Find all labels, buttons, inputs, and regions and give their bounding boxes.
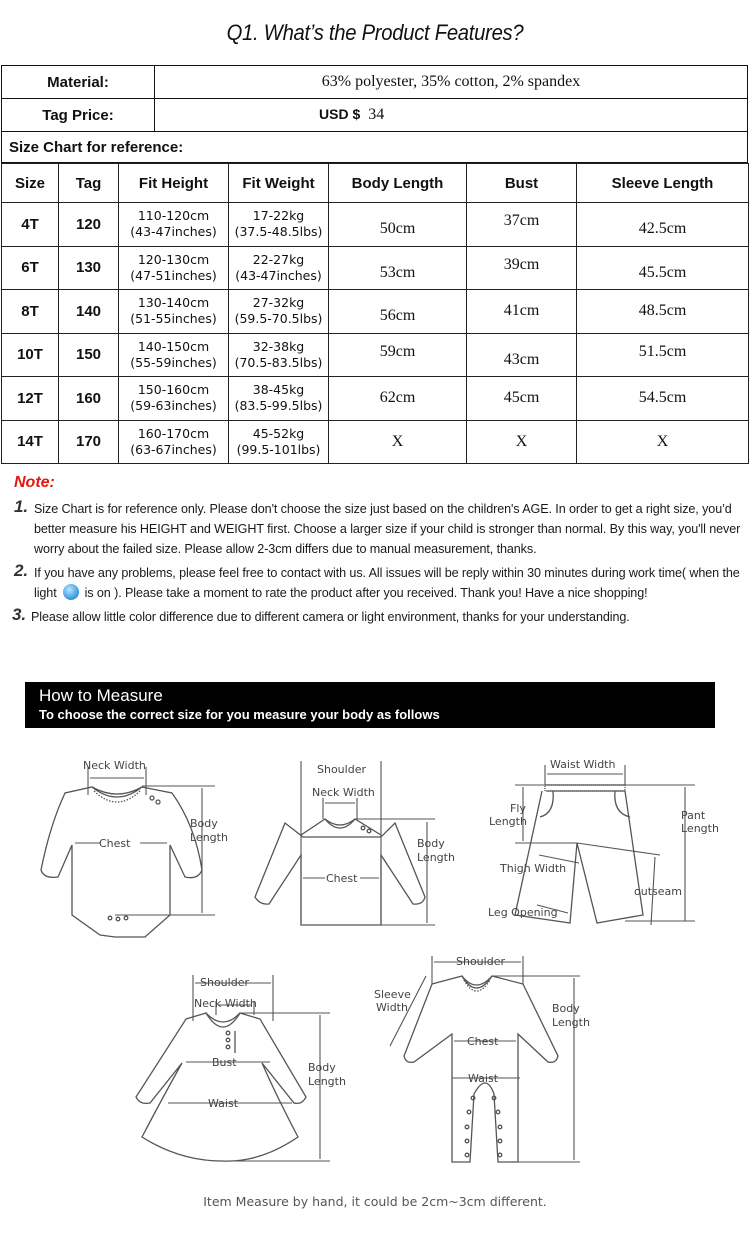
weight-kg: 17-22kg	[252, 208, 305, 224]
body-length-value: X	[391, 432, 404, 450]
cell-tag: 170	[59, 420, 119, 464]
size-chart-header-row	[2, 164, 749, 203]
sleeve-length-value: 54.5cm	[638, 389, 687, 407]
cell-fit-weight	[229, 333, 329, 377]
tag-price-label: Tag Price:	[2, 99, 155, 132]
weight-lbs: (70.5-83.5lbs)	[234, 354, 323, 370]
header-bust: Bust	[467, 164, 577, 203]
note-item-3	[12, 607, 742, 627]
cell-tag: 150	[59, 333, 119, 377]
body-length-label-2: Length	[417, 851, 455, 864]
height-in: (43-47inches)	[130, 224, 217, 240]
cell-body-length	[329, 290, 467, 334]
weight-lbs: (83.5-99.5lbs)	[234, 398, 323, 414]
cell-fit-height	[119, 333, 229, 377]
cell-fit-height	[119, 420, 229, 464]
sleeve-length-value: 51.5cm	[638, 342, 687, 360]
body-length-label-2: Length	[190, 831, 228, 844]
sleeve-width-label-2: Width	[376, 1001, 408, 1014]
header-sleeve-length: Sleeve Length	[577, 164, 749, 203]
weight-kg: 32-38kg	[252, 338, 305, 354]
height-cm: 150-160cm	[137, 382, 210, 398]
table-row	[2, 203, 749, 247]
cell-tag: 160	[59, 377, 119, 421]
sleeve-length-value: 45.5cm	[638, 263, 687, 281]
cell-bust	[467, 246, 577, 290]
note-text: Please allow little color difference due to different camera or light environment, thanks for your understanding.	[31, 610, 630, 624]
note-item-2	[12, 563, 742, 603]
material-row	[2, 66, 748, 99]
outseam-label: outseam	[634, 885, 682, 898]
sleeve-length-value: X	[656, 432, 669, 450]
dress-diagram	[130, 965, 355, 1165]
body-length-label-1: Body	[308, 1061, 336, 1074]
height-cm: 160-170cm	[137, 425, 210, 441]
height-in: (55-59inches)	[130, 354, 217, 370]
body-length-label-1: Body	[417, 837, 445, 850]
pant-length-label-1: Pant	[681, 809, 706, 822]
cell-tag: 120	[59, 203, 119, 247]
table-row	[2, 377, 749, 421]
cell-sleeve-length	[577, 377, 749, 421]
height-in: (59-63inches)	[130, 398, 217, 414]
tag-price-currency: USD $	[319, 106, 361, 122]
body-length-value: 50cm	[379, 220, 416, 238]
cell-size: 8T	[2, 290, 59, 334]
neck-width-label: Neck Width	[312, 786, 375, 799]
weight-lbs: (37.5-48.5lbs)	[234, 224, 323, 240]
cell-bust	[467, 377, 577, 421]
fly-length-label-1: Fly	[510, 802, 526, 815]
sleeve-width-label-1: Sleeve	[374, 988, 411, 1001]
body-length-label-2: Length	[552, 1016, 590, 1029]
note-list	[12, 499, 742, 631]
height-cm: 130-140cm	[137, 295, 210, 311]
height-cm: 110-120cm	[137, 208, 210, 224]
bust-value: 37cm	[503, 212, 540, 230]
body-length-value: 62cm	[379, 389, 416, 407]
body-length-label-1: Body	[552, 1002, 580, 1015]
cell-body-length	[329, 377, 467, 421]
header-tag: Tag	[59, 164, 119, 203]
online-light-icon	[63, 584, 79, 600]
cell-size: 4T	[2, 203, 59, 247]
how-to-measure-heading: How to Measure	[39, 686, 163, 705]
waist-width-label: Waist Width	[550, 758, 616, 771]
size-chart-label: Size Chart for reference:	[2, 132, 748, 163]
cell-bust	[467, 290, 577, 334]
body-length-label-1: Body	[190, 817, 218, 830]
cell-tag: 130	[59, 246, 119, 290]
size-chart-table	[1, 163, 749, 464]
header-fit-height: Fit Height	[119, 164, 229, 203]
shoulder-label: Shoulder	[317, 763, 366, 776]
measurement-disclaimer: Item Measure by hand, it could be 2cm~3cm different.	[203, 1194, 547, 1209]
height-cm: 140-150cm	[137, 338, 210, 354]
cell-size: 14T	[2, 420, 59, 464]
body-length-value: 53cm	[379, 263, 416, 281]
cell-body-length	[329, 420, 467, 464]
neck-width-label: Neck Width	[194, 997, 257, 1010]
leg-opening-label: Leg Opening	[488, 906, 558, 919]
cell-tag: 140	[59, 290, 119, 334]
product-features-table	[1, 65, 748, 163]
weight-lbs: (59.5-70.5lbs)	[234, 311, 323, 327]
bust-value: 43cm	[503, 350, 540, 368]
tag-price-value: 34	[368, 106, 385, 123]
how-to-measure-banner	[25, 682, 715, 728]
size-chart-label-row	[2, 132, 748, 163]
fly-length-label-2: Length	[489, 815, 527, 828]
neck-width-label: Neck Width	[83, 759, 146, 772]
shoulder-label: Shoulder	[456, 955, 505, 968]
cell-size: 12T	[2, 377, 59, 421]
table-row	[2, 333, 749, 377]
sleeve-length-value: 48.5cm	[638, 302, 687, 320]
note-text: Size Chart is for reference only. Please don't choose the size just based on the children's AGE. In order to get a right size, you’d better measure his HEIGHT and WEIGHT first. Choose a larger size if your child is stronger than normal. By this way, you'll never worry about the failed size. Please allow 2-3cm differs due to manual measurement, thanks.	[34, 502, 741, 556]
cell-sleeve-length	[577, 203, 749, 247]
chest-label: Chest	[467, 1035, 499, 1048]
cell-sleeve-length	[577, 246, 749, 290]
cell-body-length	[329, 203, 467, 247]
height-cm: 120-130cm	[137, 251, 210, 267]
shirt-illustration	[255, 755, 475, 930]
weight-kg: 27-32kg	[252, 295, 305, 311]
waist-label: Waist	[468, 1072, 499, 1085]
romper-illustration	[370, 950, 595, 1165]
romper-diagram	[370, 950, 595, 1165]
page-title: Q1. What’s the Product Features?	[226, 20, 524, 45]
cell-body-length	[329, 246, 467, 290]
table-row	[2, 246, 749, 290]
note-number: 1.	[14, 497, 28, 516]
bust-value: 45cm	[503, 389, 540, 407]
height-in: (63-67inches)	[130, 441, 217, 457]
chest-label: Chest	[99, 837, 131, 850]
header-body-length: Body Length	[329, 164, 467, 203]
pants-illustration	[485, 755, 735, 940]
sleeve-length-value: 42.5cm	[638, 220, 687, 238]
header-fit-weight: Fit Weight	[229, 164, 329, 203]
waist-label: Waist	[208, 1097, 239, 1110]
cell-fit-weight	[229, 377, 329, 421]
bust-label: Bust	[212, 1056, 237, 1069]
table-row	[2, 290, 749, 334]
height-in: (47-51inches)	[130, 267, 217, 283]
shoulder-label: Shoulder	[200, 976, 249, 989]
cell-sleeve-length	[577, 290, 749, 334]
table-row	[2, 420, 749, 464]
cell-sleeve-length	[577, 333, 749, 377]
cell-fit-height	[119, 203, 229, 247]
cell-bust	[467, 333, 577, 377]
pant-length-label-2: Length	[681, 822, 719, 835]
pants-diagram	[485, 755, 735, 940]
cell-size: 6T	[2, 246, 59, 290]
tag-price-value-cell	[155, 99, 748, 132]
cell-bust	[467, 203, 577, 247]
body-length-value: 56cm	[379, 307, 416, 325]
cell-fit-height	[119, 377, 229, 421]
tag-price-row	[2, 99, 748, 132]
note-title: Note:	[14, 474, 55, 491]
cell-fit-weight	[229, 290, 329, 334]
weight-kg: 45-52kg	[252, 425, 305, 441]
header-size: Size	[2, 164, 59, 203]
thigh-width-label: Thigh Width	[500, 862, 567, 875]
material-value: 63% polyester, 35% cotton, 2% spandex	[155, 66, 748, 99]
cell-sleeve-length	[577, 420, 749, 464]
how-to-measure-subheading: To choose the correct size for you measure your body as follows	[39, 707, 440, 722]
cell-fit-weight	[229, 246, 329, 290]
cell-fit-weight	[229, 420, 329, 464]
note-number: 3.	[12, 605, 26, 624]
dress-illustration	[130, 965, 355, 1165]
note-text-after: is on ). Please take a moment to rate the product after you received. Thank you! Have a nice shopping!	[84, 586, 648, 600]
material-label: Material:	[2, 66, 155, 99]
cell-fit-height	[119, 246, 229, 290]
weight-lbs: (43-47inches)	[235, 267, 322, 283]
chest-label: Chest	[326, 872, 358, 885]
bust-value: 41cm	[503, 302, 540, 320]
shirt-diagram	[255, 755, 475, 930]
weight-kg: 22-27kg	[252, 251, 305, 267]
weight-lbs: (99.5-101lbs)	[236, 441, 321, 457]
body-length-label-2: Length	[308, 1075, 346, 1088]
bust-value: X	[515, 432, 528, 450]
cell-bust	[467, 420, 577, 464]
cell-fit-height	[119, 290, 229, 334]
bust-value: 39cm	[503, 255, 540, 273]
cell-size: 10T	[2, 333, 59, 377]
note-number: 2.	[14, 561, 28, 580]
body-length-value: 59cm	[379, 342, 416, 360]
cell-body-length	[329, 333, 467, 377]
bodysuit-diagram	[30, 755, 240, 925]
note-item-1	[12, 499, 742, 559]
note-text-before: If you have any problems, please feel free to contact with us. All issues will be reply within 30 minutes during work time( when the light	[34, 566, 740, 600]
bodysuit-illustration	[30, 755, 240, 925]
weight-kg: 38-45kg	[252, 382, 305, 398]
cell-fit-weight	[229, 203, 329, 247]
height-in: (51-55inches)	[130, 311, 217, 327]
